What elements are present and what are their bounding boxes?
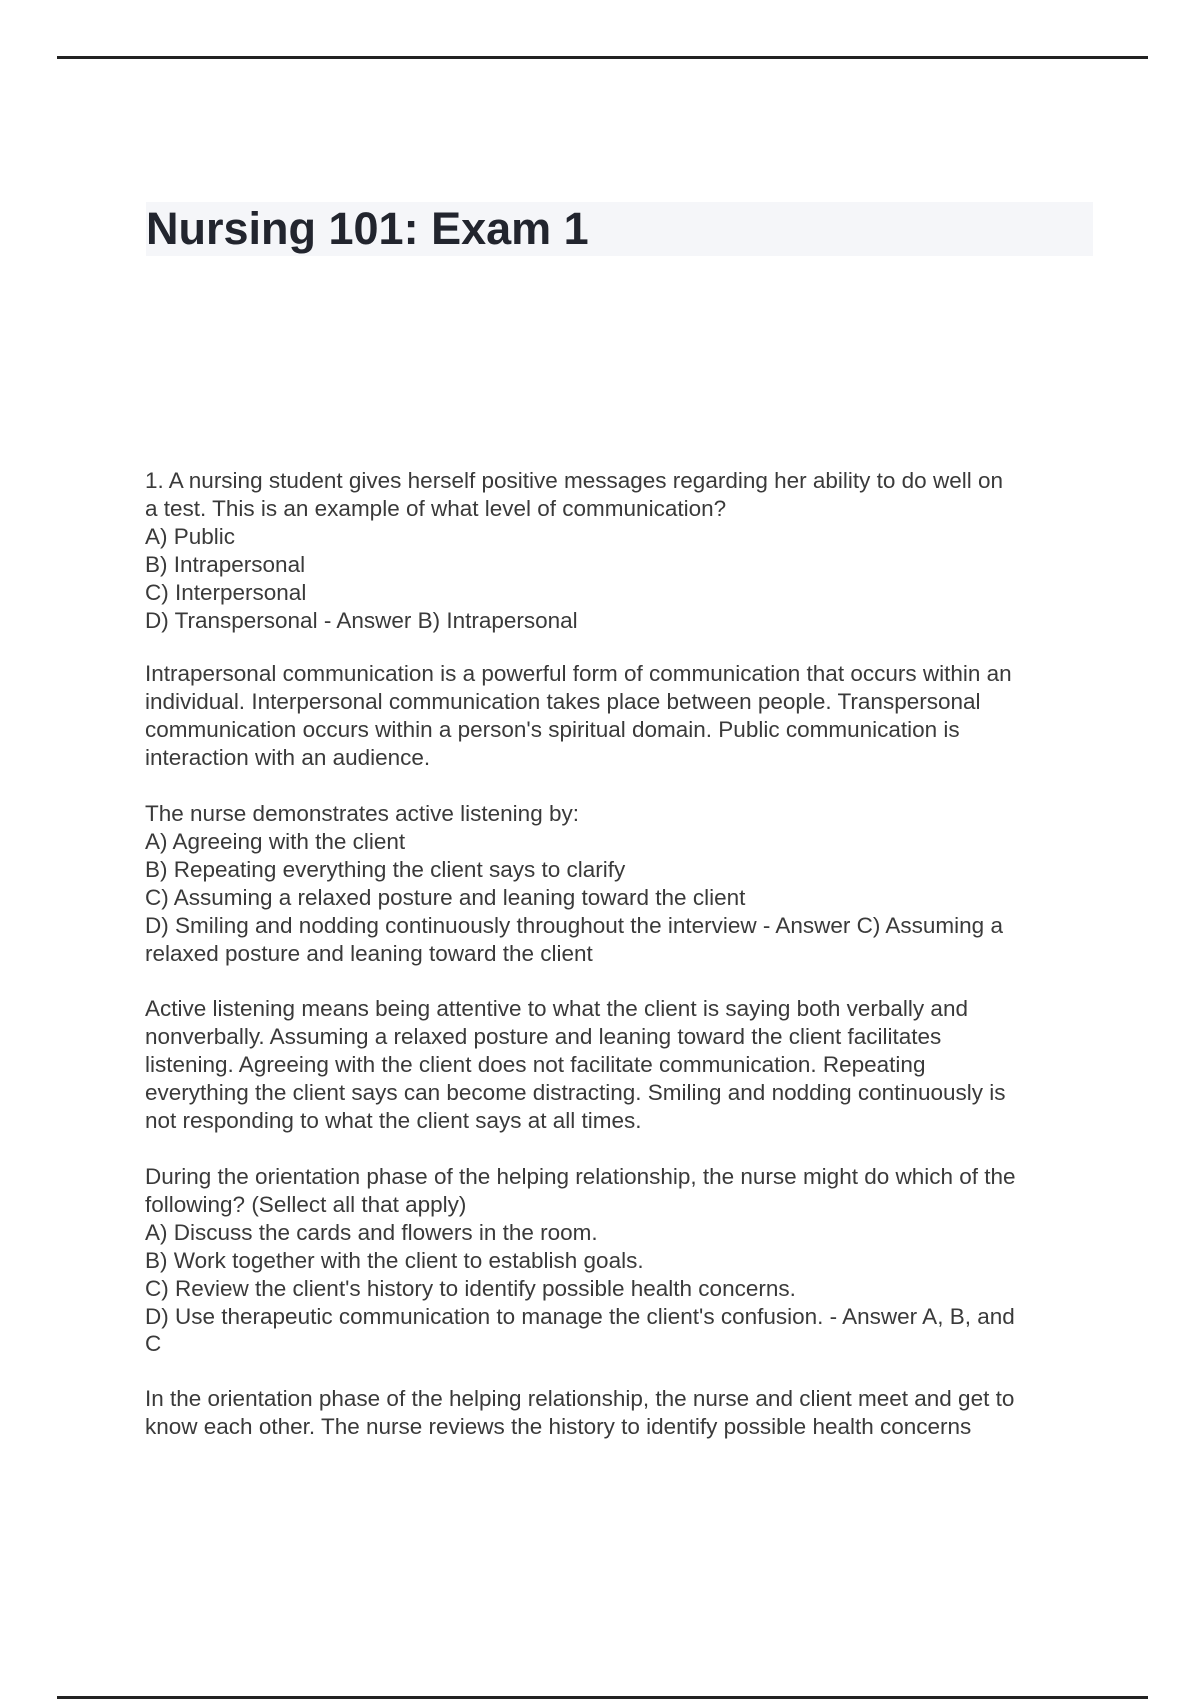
text-line: C bbox=[145, 1331, 162, 1357]
explanation-2 bbox=[145, 995, 1145, 1135]
text-line: The nurse demonstrates active listening by: bbox=[145, 801, 579, 826]
text-line: everything the client says can become distracting. Smiling and nodding continuously is bbox=[145, 1079, 1006, 1105]
text-line: B) Work together with the client to establish goals. bbox=[145, 1247, 644, 1273]
text-line: A) Public bbox=[145, 523, 236, 549]
text-line: Intrapersonal communication is a powerful form of communication that occurs within an bbox=[145, 661, 1012, 686]
text-line: D) Use therapeutic communication to manage the client's confusion. - Answer A, B, and bbox=[145, 1303, 1015, 1329]
text-line: following? (Sellect all that apply) bbox=[145, 1191, 467, 1217]
question-3 bbox=[145, 1163, 1145, 1358]
text-line: know each other. The nurse reviews the history to identify possible health concerns bbox=[145, 1413, 972, 1439]
text-line: C) Review the client's history to identify possible health concerns. bbox=[145, 1275, 796, 1301]
footer-rule bbox=[57, 1696, 1148, 1699]
explanation-1 bbox=[145, 660, 1145, 772]
text-line: D) Smiling and nodding continuously throughout the interview - Answer C) Assuming a bbox=[145, 912, 1003, 938]
text-line: D) Transpersonal - Answer B) Intrapersonal bbox=[145, 607, 578, 633]
page-title: Nursing 101: Exam 1 bbox=[146, 203, 589, 254]
text-line: communication occurs within a person's spiritual domain. Public communication is bbox=[145, 716, 960, 742]
text-line: not responding to what the client says at all times. bbox=[145, 1107, 642, 1133]
text-line: During the orientation phase of the helping relationship, the nurse might do which of the bbox=[145, 1164, 1016, 1189]
text-line: relaxed posture and leaning toward the client bbox=[145, 940, 593, 966]
text-line: nonverbally. Assuming a relaxed posture and leaning toward the client facilitates bbox=[145, 1023, 942, 1049]
text-line: listening. Agreeing with the client does not facilitate communication. Repeating bbox=[145, 1051, 926, 1077]
question-2 bbox=[145, 800, 1145, 967]
text-line: Active listening means being attentive to what the client is saying both verbally and bbox=[145, 996, 968, 1021]
text-line: 1. A nursing student gives herself positive messages regarding her ability to do well on bbox=[145, 468, 1003, 493]
text-line: B) Repeating everything the client says to clarify bbox=[145, 856, 626, 882]
explanation-3 bbox=[145, 1385, 1145, 1441]
text-line: C) Interpersonal bbox=[145, 579, 307, 605]
question-1 bbox=[145, 467, 1145, 634]
text-line: a test. This is an example of what level of communication? bbox=[145, 495, 727, 521]
text-line: A) Discuss the cards and flowers in the room. bbox=[145, 1219, 598, 1245]
text-line: interaction with an audience. bbox=[145, 744, 431, 770]
header-rule bbox=[57, 56, 1148, 59]
text-line: individual. Interpersonal communication takes place between people. Transpersonal bbox=[145, 688, 981, 714]
text-line: In the orientation phase of the helping relationship, the nurse and client meet and get to bbox=[145, 1386, 1015, 1411]
text-line: A) Agreeing with the client bbox=[145, 828, 406, 854]
text-line: C) Assuming a relaxed posture and leaning toward the client bbox=[145, 884, 746, 910]
text-line: B) Intrapersonal bbox=[145, 551, 306, 577]
